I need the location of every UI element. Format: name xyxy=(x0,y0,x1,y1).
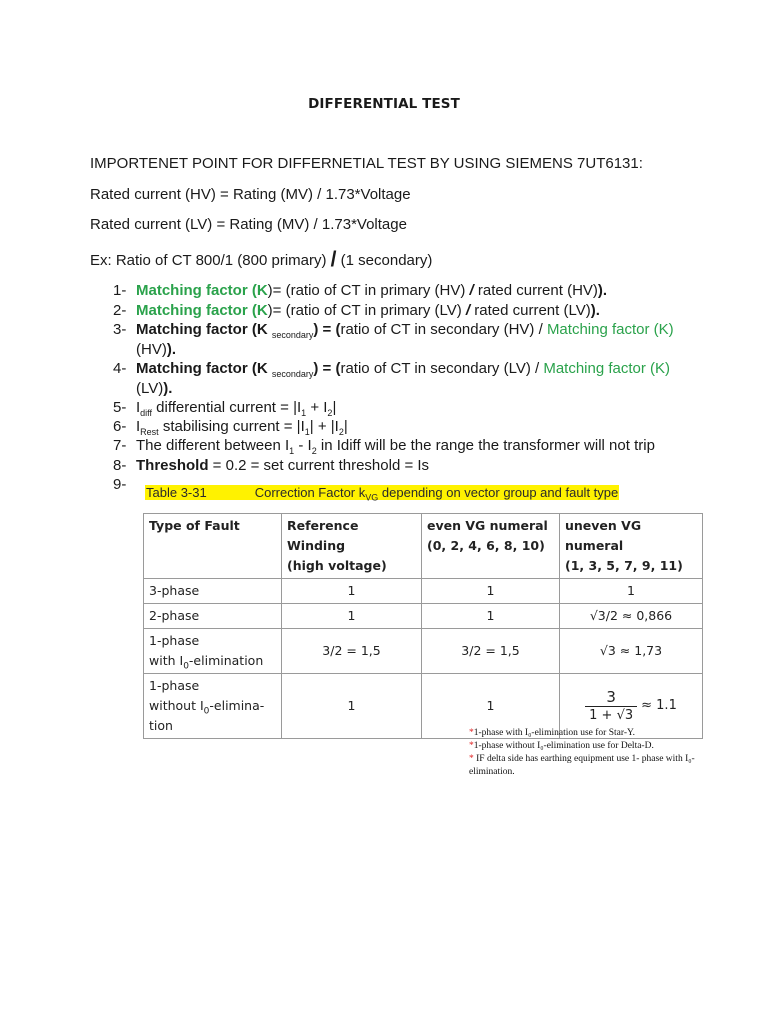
matching-factor-label: Matching factor (K) xyxy=(546,321,674,338)
asterisk: * xyxy=(469,728,474,738)
caption-number: Table 3-31 xyxy=(146,485,207,500)
text-part: ). xyxy=(597,282,608,299)
slash: / xyxy=(469,282,474,299)
cell-reference: 1 xyxy=(282,674,422,739)
caption-text: Correction Factor k xyxy=(254,485,366,500)
footnote-text: 1-phase without I₀-elimination use for Delta-D. xyxy=(473,741,654,751)
matching-factor-label: Matching factor (K xyxy=(136,302,268,319)
subscript: 0 xyxy=(203,706,210,717)
table-row xyxy=(144,579,703,604)
cell-even: 1 xyxy=(422,674,560,739)
text-part: (LV) xyxy=(136,380,164,397)
correction-factor-table xyxy=(143,513,703,739)
text-part: )= ( xyxy=(267,302,291,319)
list-text xyxy=(136,437,655,454)
header-uneven xyxy=(560,514,703,579)
text-part: )= ( xyxy=(267,282,291,299)
list-text xyxy=(136,302,600,319)
list-number: 1- xyxy=(113,282,127,299)
subscript: diff xyxy=(140,408,153,418)
fault-text: with I xyxy=(149,653,184,668)
list-text xyxy=(136,321,674,338)
subscript: 1 xyxy=(289,446,295,456)
list-number: 9- xyxy=(113,476,127,493)
footnote xyxy=(469,727,729,740)
text-part: in Idiff will be the range the transformer will not trip xyxy=(316,437,655,454)
list-number: 4- xyxy=(113,360,127,377)
cell-even: 1 xyxy=(422,604,560,629)
text-part: = 0.2 = set current threshold = Is xyxy=(208,457,430,474)
footnotes xyxy=(469,727,729,779)
text-part: rated current (HV) xyxy=(473,282,598,299)
ct-ratio-example xyxy=(90,248,432,272)
footnote xyxy=(469,740,729,753)
caption-text: depending on vector group and fault type xyxy=(378,485,619,500)
intro-heading: IMPORTENET POINT FOR DIFFERNETIAL TEST BY USING SIEMENS 7UT6131: xyxy=(90,155,643,172)
cell-fault xyxy=(144,674,282,739)
subscript: 0 xyxy=(183,661,189,672)
rated-current-lv: Rated current (LV) = Rating (MV) / 1.73*Voltage xyxy=(90,216,407,233)
header-text: (high voltage) xyxy=(287,558,387,573)
fault-text: -elimina- xyxy=(209,698,265,713)
text-part: I xyxy=(136,418,141,435)
text-part: differential current = |I xyxy=(152,399,302,416)
cell-uneven: √3 ≈ 1,73 xyxy=(560,629,703,674)
header-text: (0, 2, 4, 6, 8, 10) xyxy=(427,538,545,553)
table-row xyxy=(144,604,703,629)
text-part: (HV) xyxy=(136,341,167,358)
header-text: even VG numeral xyxy=(427,518,548,533)
text-part: Matching factor (K xyxy=(136,360,268,377)
text-part: | xyxy=(332,399,337,416)
cell-fault xyxy=(144,629,282,674)
text-part: ). xyxy=(166,341,176,358)
cell-uneven: 1 xyxy=(560,579,703,604)
fraction-numerator: 3 xyxy=(606,688,616,706)
cell-fault: 3-phase xyxy=(144,579,282,604)
subscript: secondary xyxy=(271,369,314,379)
text-part: ratio of CT in primary (HV) xyxy=(290,282,470,299)
text-part: ratio of CT in secondary (HV) / xyxy=(340,321,547,338)
text-part: ratio of CT in secondary (LV) / xyxy=(340,360,544,377)
cell-reference: 1 xyxy=(282,604,422,629)
subscript: VG xyxy=(365,492,379,503)
header-text: Type of Fault xyxy=(149,518,240,533)
list-text xyxy=(136,418,348,435)
header-fault xyxy=(144,514,282,579)
text-part: + I xyxy=(306,399,328,416)
cell-reference: 1 xyxy=(282,579,422,604)
text-part: ) = ( xyxy=(313,360,341,377)
example-text-b: (1 secondary) xyxy=(336,252,433,269)
list-number: 6- xyxy=(113,418,127,435)
list-number: 2- xyxy=(113,302,127,319)
fault-text: tion xyxy=(149,718,173,733)
list-text xyxy=(136,399,336,416)
text-part: ). xyxy=(163,380,173,397)
rated-current-hv: Rated current (HV) = Rating (MV) / 1.73*Voltage xyxy=(90,186,411,203)
slash: / xyxy=(465,302,471,319)
text-part: rated current (LV) xyxy=(470,302,591,319)
list-number: 5- xyxy=(113,399,127,416)
footnote-text: 1-phase with I₀-elimination use for Star-Y. xyxy=(473,728,635,738)
approx-value: ≈ 1.1 xyxy=(641,698,677,713)
cell-even: 1 xyxy=(422,579,560,604)
subscript: 2 xyxy=(327,408,333,418)
subscript: 2 xyxy=(311,446,317,456)
text-part: The different between I xyxy=(136,437,290,454)
fraction xyxy=(585,688,637,724)
example-slash: / xyxy=(330,248,337,271)
cell-reference: 3/2 = 1,5 xyxy=(282,629,422,674)
fault-text: 1-phase xyxy=(149,678,200,693)
asterisk: * xyxy=(469,741,474,751)
list-number: 3- xyxy=(113,321,127,338)
asterisk: * xyxy=(469,754,474,764)
list-number: 8- xyxy=(113,457,127,474)
subscript: 1 xyxy=(304,427,310,437)
fault-text: without I xyxy=(149,698,204,713)
cell-uneven: √3/2 ≈ 0,866 xyxy=(560,604,703,629)
list-text xyxy=(136,457,429,474)
table-header-row xyxy=(144,514,703,579)
cell-fault: 2-phase xyxy=(144,604,282,629)
list-text-continued xyxy=(136,380,172,397)
threshold-label: Threshold xyxy=(136,457,209,474)
text-part: Matching factor (K xyxy=(136,321,268,338)
header-text: Reference Winding xyxy=(287,518,359,553)
text-part: - I xyxy=(294,437,312,454)
list-text-continued xyxy=(136,341,176,358)
table-row xyxy=(144,629,703,674)
list-number: 7- xyxy=(113,437,127,454)
header-reference xyxy=(282,514,422,579)
footnote-text: IF delta side has earthing equipment use 1- phase with I₀-elimination. xyxy=(469,754,695,777)
example-text-a: Ex: Ratio of CT 800/1 (800 primary) xyxy=(90,252,331,269)
header-text: (1, 3, 5, 7, 9, 11) xyxy=(565,558,683,573)
text-part: stabilising current = |I xyxy=(158,418,305,435)
page-title: DIFFERENTIAL TEST xyxy=(308,96,460,112)
list-text xyxy=(136,360,670,377)
list-text xyxy=(136,282,607,299)
text-part: | + |I xyxy=(309,418,339,435)
text-part: ratio of CT in primary (LV) xyxy=(290,302,466,319)
matching-factor-label: Matching factor (K xyxy=(136,282,268,299)
subscript: secondary xyxy=(271,330,314,340)
text-part: I xyxy=(136,399,141,416)
fault-text: -elimination xyxy=(188,653,264,668)
table-caption xyxy=(145,485,619,503)
subscript: Rest xyxy=(140,427,159,437)
text-part: ). xyxy=(590,302,600,319)
text-part: ) = ( xyxy=(313,321,341,338)
subscript: 2 xyxy=(338,427,344,437)
footnote xyxy=(469,753,729,779)
fault-text: 1-phase xyxy=(149,633,200,648)
header-text: uneven VG numeral xyxy=(565,518,642,553)
fraction-denominator: 1 + √3 xyxy=(585,706,637,724)
text-part: | xyxy=(343,418,348,435)
cell-even: 3/2 = 1,5 xyxy=(422,629,560,674)
matching-factor-label: Matching factor (K) xyxy=(543,360,671,377)
header-even xyxy=(422,514,560,579)
subscript: 1 xyxy=(301,408,307,418)
